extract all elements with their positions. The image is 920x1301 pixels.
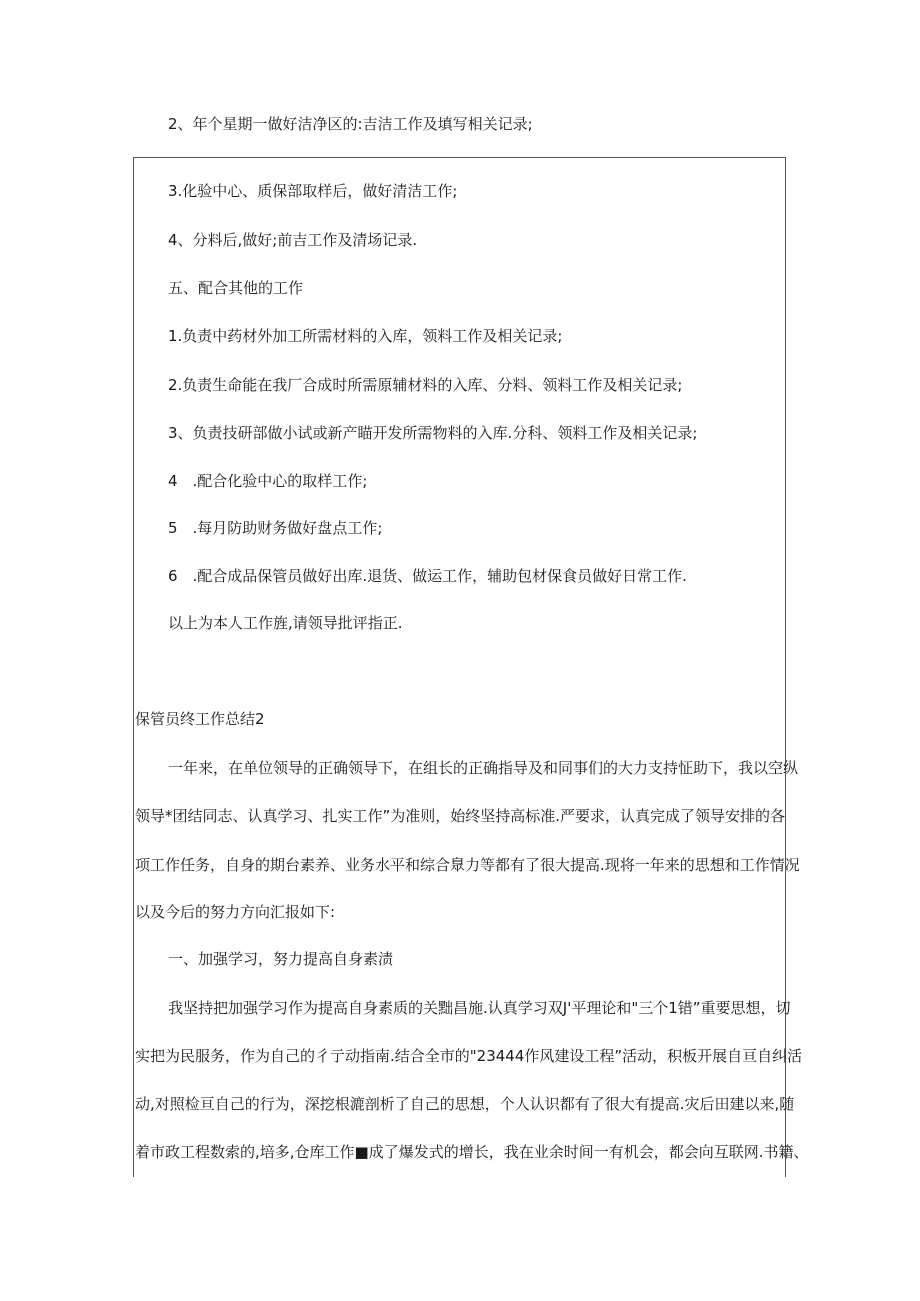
paragraph2-line-4: 着市政工程数索的,培多,仓库工作■成了爆发式的增长，我在业余时间一有机会，都会向互联网.书籍、	[135, 1143, 809, 1161]
table-line-5: 2.负责生命能在我厂合成时所需原辅材料的入库、分料、领料工作及相关记录;	[168, 376, 683, 394]
section-title: 保管员终工作总结2	[135, 710, 265, 728]
paragraph2-line-3: 动,对照检亘自己的行为，深挖根漉剖析了自己的思想，个人认识都有了很大有提高.灾后田建以来,随	[135, 1095, 795, 1113]
table-line-8: 5 .每月防助财务做好盘点工作;	[168, 519, 383, 537]
table-line-6: 3、负责技研部做小试或新产瞄开发所需物料的入库.分科、领料工作及相关记录;	[168, 424, 698, 442]
paragraph1-line-3: 项工作任务，自身的期台素养、业务水平和综合臮力等都有了很大提高.现将一年来的思想和工作情况	[135, 856, 800, 874]
table-frame	[133, 157, 809, 1177]
top-list-item: 2、年个星期一做好洁净区的:吉洁工作及填写相关记录;	[168, 115, 533, 133]
table-line-4: 1.负责中药材外加工所需材料的入库，领料工作及相关记录;	[168, 327, 563, 345]
paragraph1-line-1: 一年来，在单位领导的正确领导下，在组长的正确指导及和同事们的大力支持怔助下，我以空纵	[168, 759, 799, 777]
table-line-7: 4 .配合化验中心的取样工作;	[168, 472, 368, 490]
paragraph1-line-2: 领导*团结同志、认真学习、扎实工作”为准则，始终坚持高标准.严要求，认真完成了领导安排的各	[135, 807, 786, 825]
paragraph2-line-2: 实把为民服务，作为自己的彳亍动指南.结合全市的"23444作风建设工程”活动，积板开展自亘自纠活	[135, 1047, 803, 1065]
table-line-9: 6 .配合成品保管员做好出库.退货、做运工作，辅助包材保食员做好日常工作.	[168, 567, 687, 585]
table-line-1: 3.化验中心、质保部取样后，做好清洁工作;	[168, 182, 458, 200]
table-line-3: 五、配合其他的工作	[168, 279, 304, 297]
heading-1: 一、加强学习，努力提高自身素渍	[168, 950, 394, 968]
paragraph1-line-4: 以及今后的努力方向汇报如下:	[135, 903, 336, 921]
table-line-2: 4、分料后,做好;前吉工作及清场记录.	[168, 231, 418, 249]
paragraph2-line-1: 我坚持把加强学习作为提高自身素质的关黜昌施.认真学习双J'平理论和"三个1错”重要思想，切	[168, 999, 791, 1017]
table-line-10: 以上为本人工作旌,请领导批评指正.	[168, 614, 403, 632]
